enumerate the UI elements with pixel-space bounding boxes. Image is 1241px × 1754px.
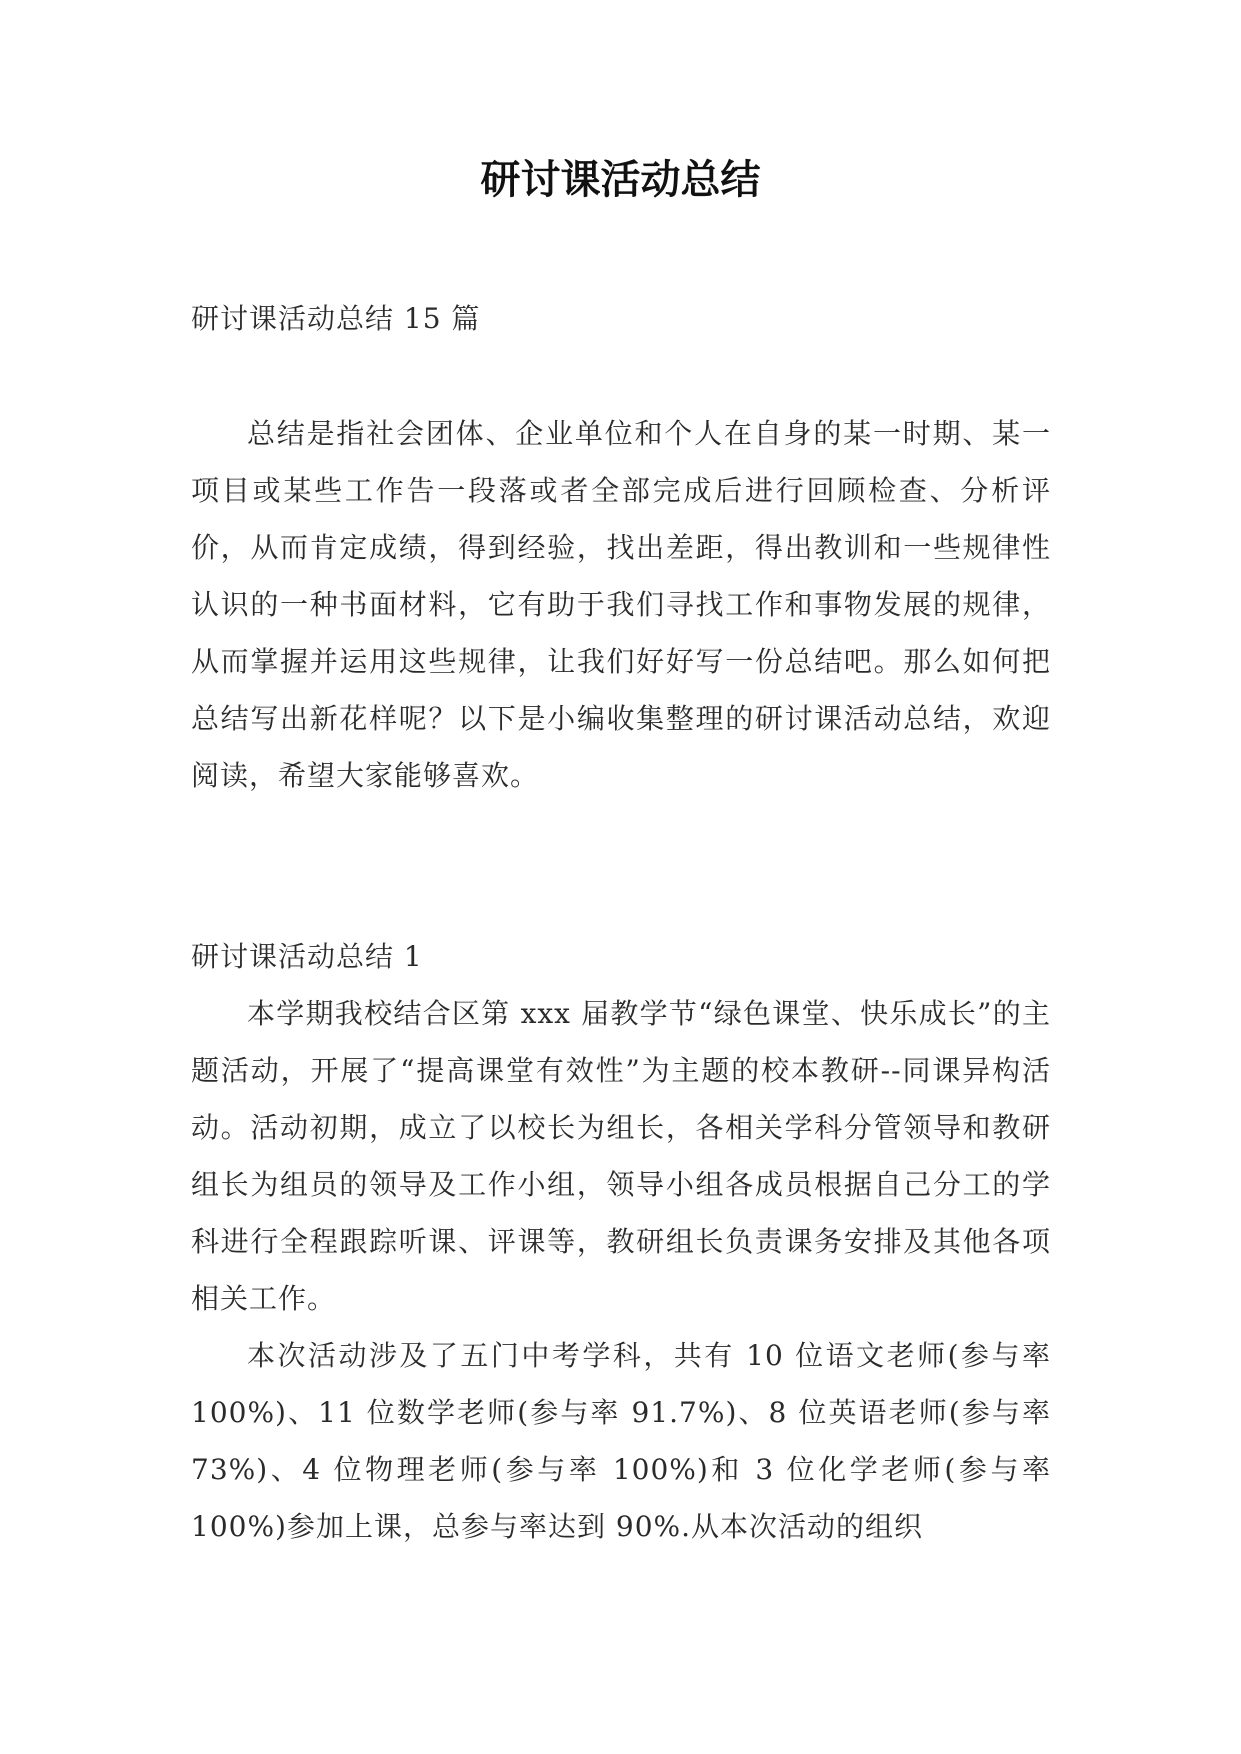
section-heading: 研讨课活动总结 1 <box>191 940 423 973</box>
section-paragraph: 本学期我校结合区第 xxx 届教学节“绿色课堂、快乐成长”的主题活动，开展了“提高课堂有效性”为主题的校本教研--同课异构活动。活动初期，成立了以校长为组长，各相关学科分管领导和教研组长为组员的领导及工作小组，领导小组各成员根据自己分工的学科进行全程跟踪听课、评课等，教研组长负责课务安排及其他各项相关工作。 <box>191 997 1051 1315</box>
section-paragraph: 本次活动涉及了五门中考学科，共有 10 位语文老师(参与率 100%)、11 位数学老师(参与率 91.7%)、8 位英语老师(参与率 73%)、4 位物理老师(参与率 100%)和 3 位化学老师(参与率 100%)参加上课，总参与率达到 90%.从本次活动的组织 <box>191 1339 1051 1543</box>
intro-paragraph: 总结是指社会团体、企业单位和个人在自身的某一时期、某一项目或某些工作告一段落或者全部完成后进行回顾检查、分析评价，从而肯定成绩，得到经验，找出差距，得出教训和一些规律性认识的一种书面材料，它有助于我们寻找工作和事物发展的规律，从而掌握并运用这些规律，让我们好好写一份总结吧。那么如何把总结写出新花样呢？以下是小编收集整理的研讨课活动总结，欢迎阅读，希望大家能够喜欢。 <box>191 417 1051 792</box>
document-subtitle: 研讨课活动总结 15 篇 <box>191 302 481 335</box>
document-title: 研讨课活动总结 <box>480 156 761 203</box>
